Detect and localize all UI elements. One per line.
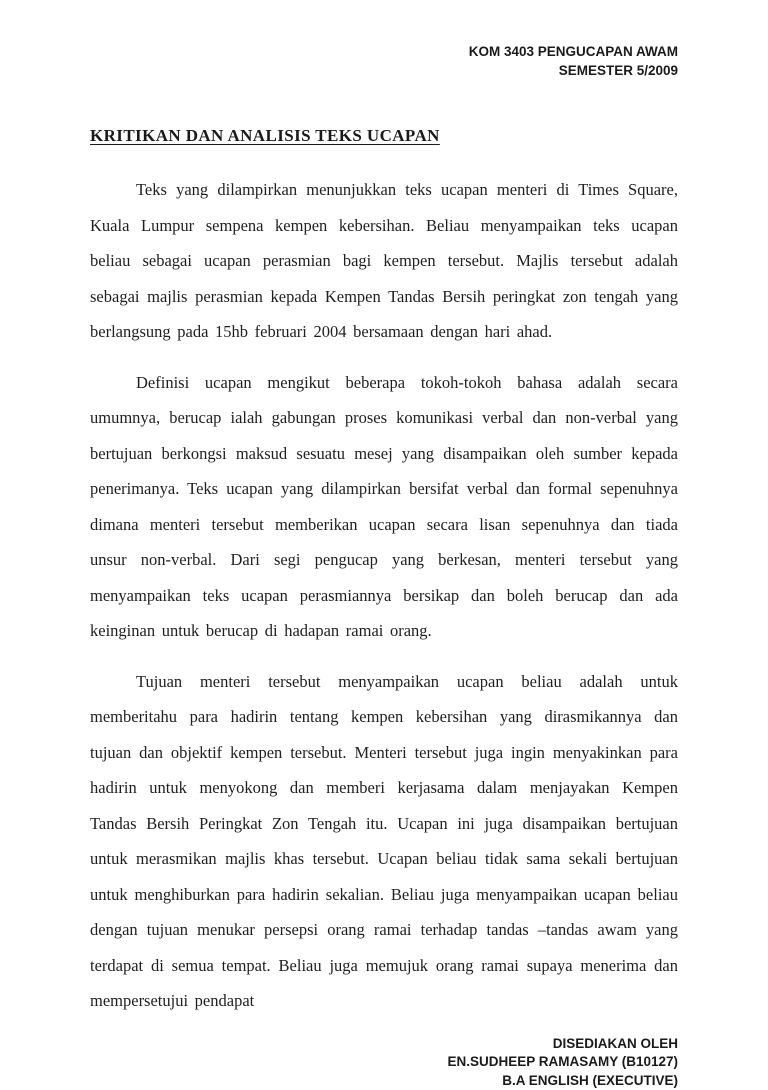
document-body [90,172,678,1019]
page-title: KRITIKAN DAN ANALISIS TEKS UCAPAN [90,126,678,146]
document-footer [90,1035,678,1090]
body-paragraph-3: Tujuan menteri tersebut menyampaikan ucapan beliau adalah untuk memberitahu para hadirin tentang kempen kebersihan yang dirasmikannya dan tujuan dan objektif kempen tersebut. Menteri tersebut juga ingin menyakinkan para hadirin untuk menyokong dan memberi kerjasama dalam menjayakan Kempen Tandas Bersih Peringkat Zon Tengah itu. Ucapan ini juga disampaikan bertujuan untuk merasmikan majlis khas tersebut. Ucapan beliau tidak sama sekali bertujuan untuk menghiburkan para hadirin sekalian. Beliau juga menyampaikan ucapan beliau dengan tujuan menukar persepsi orang ramai terhadap tandas –tandas awam yang terdapat di semua tempat. Beliau juga memujuk orang ramai supaya menerima dan mempersetujui pendapat [90,664,678,1019]
document-header [90,42,678,80]
body-paragraph-2: Definisi ucapan mengikut beberapa tokoh-tokoh bahasa adalah secara umumnya, berucap ialah gabungan proses komunikasi verbal dan non-verbal yang bertujuan berkongsi maksud sesuatu mesej yang disampaikan oleh sumber kepada penerimanya. Teks ucapan yang dilampirkan bersifat verbal dan formal sepenuhnya dimana menteri tersebut memberikan ucapan secara lisan sepenuhnya dan tiada unsur non-verbal. Dari segi pengucap yang berkesan, menteri tersebut yang menyampaikan teks ucapan perasmiannya bersikap dan boleh berucap dan ada keinginan untuk berucap di hadapan ramai orang. [90,365,678,649]
footer-author: EN.SUDHEEP RAMASAMY (B10127) [90,1053,678,1072]
footer-program: B.A ENGLISH (EXECUTIVE) [90,1072,678,1090]
header-course-code: KOM 3403 PENGUCAPAN AWAM [90,42,678,61]
footer-prepared-by: DISEDIAKAN OLEH [90,1035,678,1054]
body-paragraph-1: Teks yang dilampirkan menunjukkan teks ucapan menteri di Times Square, Kuala Lumpur sempena kempen kebersihan. Beliau menyampaikan teks ucapan beliau sebagai ucapan perasmian bagi kempen tersebut. Majlis tersebut adalah sebagai majlis perasmian kepada Kempen Tandas Bersih peringkat zon tengah yang berlangsung pada 15hb februari 2004 bersamaan dengan hari ahad. [90,172,678,350]
header-semester: SEMESTER 5/2009 [90,61,678,80]
